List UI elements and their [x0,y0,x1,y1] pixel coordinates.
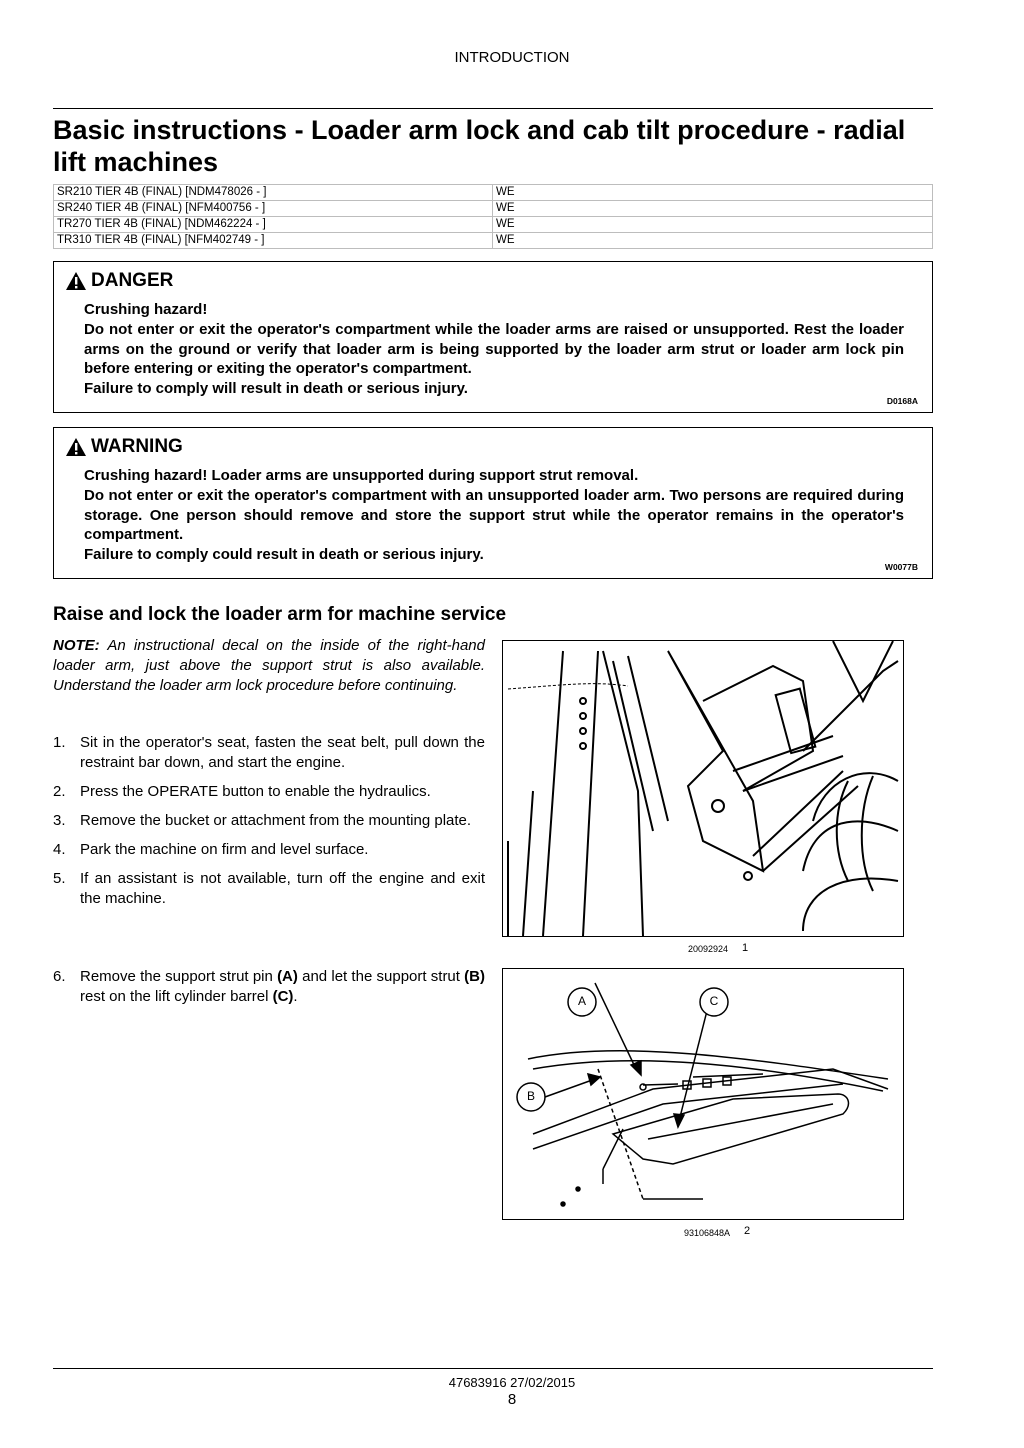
list-item [53,811,485,831]
danger-text [84,300,904,399]
callout-c-label: C [709,994,719,1008]
page-number: 8 [507,1391,517,1408]
step-text: Remove the bucket or attachment from the mounting plate. [80,812,472,829]
danger-line: Crushing hazard! [84,301,208,318]
warning-box [53,427,933,579]
region-cell: WE [493,201,933,217]
step-text: Park the machine on firm and level surface. [80,841,369,858]
danger-box [53,261,933,413]
figure-1-number: 1 [742,942,749,954]
step-text: Press the OPERATE button to enable the hydraulics. [80,783,431,800]
callout-ref: (B) [464,968,485,985]
region-cell: WE [493,185,933,201]
step-number: 4. [53,841,66,858]
note-text: An instructional decal on the inside of the right-hand loader arm, just above the support strut is also available. Understand the loader arm lock procedure before continuing. [53,637,485,694]
warning-label: WARNING [91,436,183,457]
step-text: and let the support strut [297,968,465,985]
callout-a-label: A [577,994,586,1008]
danger-code: D0168A [886,396,918,406]
warning-code: W0077B [884,562,918,572]
step-number: 3. [53,812,66,829]
model-cell: SR240 TIER 4B (FINAL) [NFM400756 - ] [54,201,493,217]
figure-1-image [502,640,904,937]
figure-2-code: 93106848A [684,1228,731,1238]
warning-line: Do not enter or exit the operator's compartment with an unsupported loader arm. Two persons are required during storage. One person should remove and store the support strut while the operator remains in the operator's compartment. [84,486,904,544]
model-cell: SR210 TIER 4B (FINAL) [NDM478026 - ] [54,185,493,201]
bottom-rule [53,1368,933,1369]
table-row [54,185,933,201]
model-table [53,184,933,249]
step-number: 6. [53,968,66,985]
warning-text [84,466,904,565]
figure-2-number: 2 [744,1225,751,1237]
list-item [53,840,485,860]
list-item [53,782,485,802]
region-cell: WE [493,217,933,233]
table-row [54,217,933,233]
callout-b-label: B [526,1089,535,1103]
step-text: If an assistant is not available, turn off the engine and exit the machine. [80,870,485,907]
figure-1-code: 20092924 [688,944,729,954]
section-header: INTRODUCTION [454,49,570,66]
step-number: 1. [53,734,66,751]
table-row [54,233,933,249]
loader-arm-illustration [503,641,903,936]
warning-line: Failure to comply could result in death or serious injury. [84,546,484,564]
list-item [53,869,485,909]
page-title: Basic instructions - Loader arm lock and cab tilt procedure - radial lift machines [53,115,906,177]
top-rule [53,108,933,109]
note-label: NOTE: [53,637,100,654]
model-cell: TR270 TIER 4B (FINAL) [NDM462224 - ] [54,217,493,233]
callout-ref: (C) [272,988,294,1005]
step-number: 5. [53,870,66,887]
danger-line: Failure to comply will result in death or serious injury. [84,380,468,398]
warning-triangle-icon [65,437,87,457]
danger-line: Do not enter or exit the operator's compartment while the loader arms are raised or unsupported. Rest the loader arms on the ground or verify that loader arm is being supported by the loader arm strut or loader arm lock pin before entering or exiting the operator's compartment. [84,320,904,378]
figure-2-image [502,968,904,1220]
step-text: Sit in the operator's seat, fasten the seat belt, pull down the restraint bar down, and start the engine. [80,734,485,771]
step-number: 2. [53,783,66,800]
section-subheading: Raise and lock the loader arm for machine service [53,604,507,625]
danger-label: DANGER [91,270,174,291]
list-item [53,967,485,1007]
model-cell: TR310 TIER 4B (FINAL) [NFM402749 - ] [54,233,493,249]
warning-heading [65,436,183,458]
document-id: 47683916 27/02/2015 [448,1375,576,1390]
step-text: . [293,988,298,1005]
table-row [54,201,933,217]
step-text: Remove the support strut pin [80,968,278,985]
steps-list [53,967,485,1016]
callout-ref: (A) [277,968,298,985]
warning-triangle-icon [65,271,87,291]
warning-line: Crushing hazard! Loader arms are unsupported during support strut removal. [84,467,639,484]
note-paragraph [53,636,485,696]
list-item [53,733,485,773]
region-cell: WE [493,233,933,249]
danger-heading [65,270,173,292]
steps-list [53,733,485,918]
step-text: rest on the lift cylinder barrel [80,988,273,1005]
